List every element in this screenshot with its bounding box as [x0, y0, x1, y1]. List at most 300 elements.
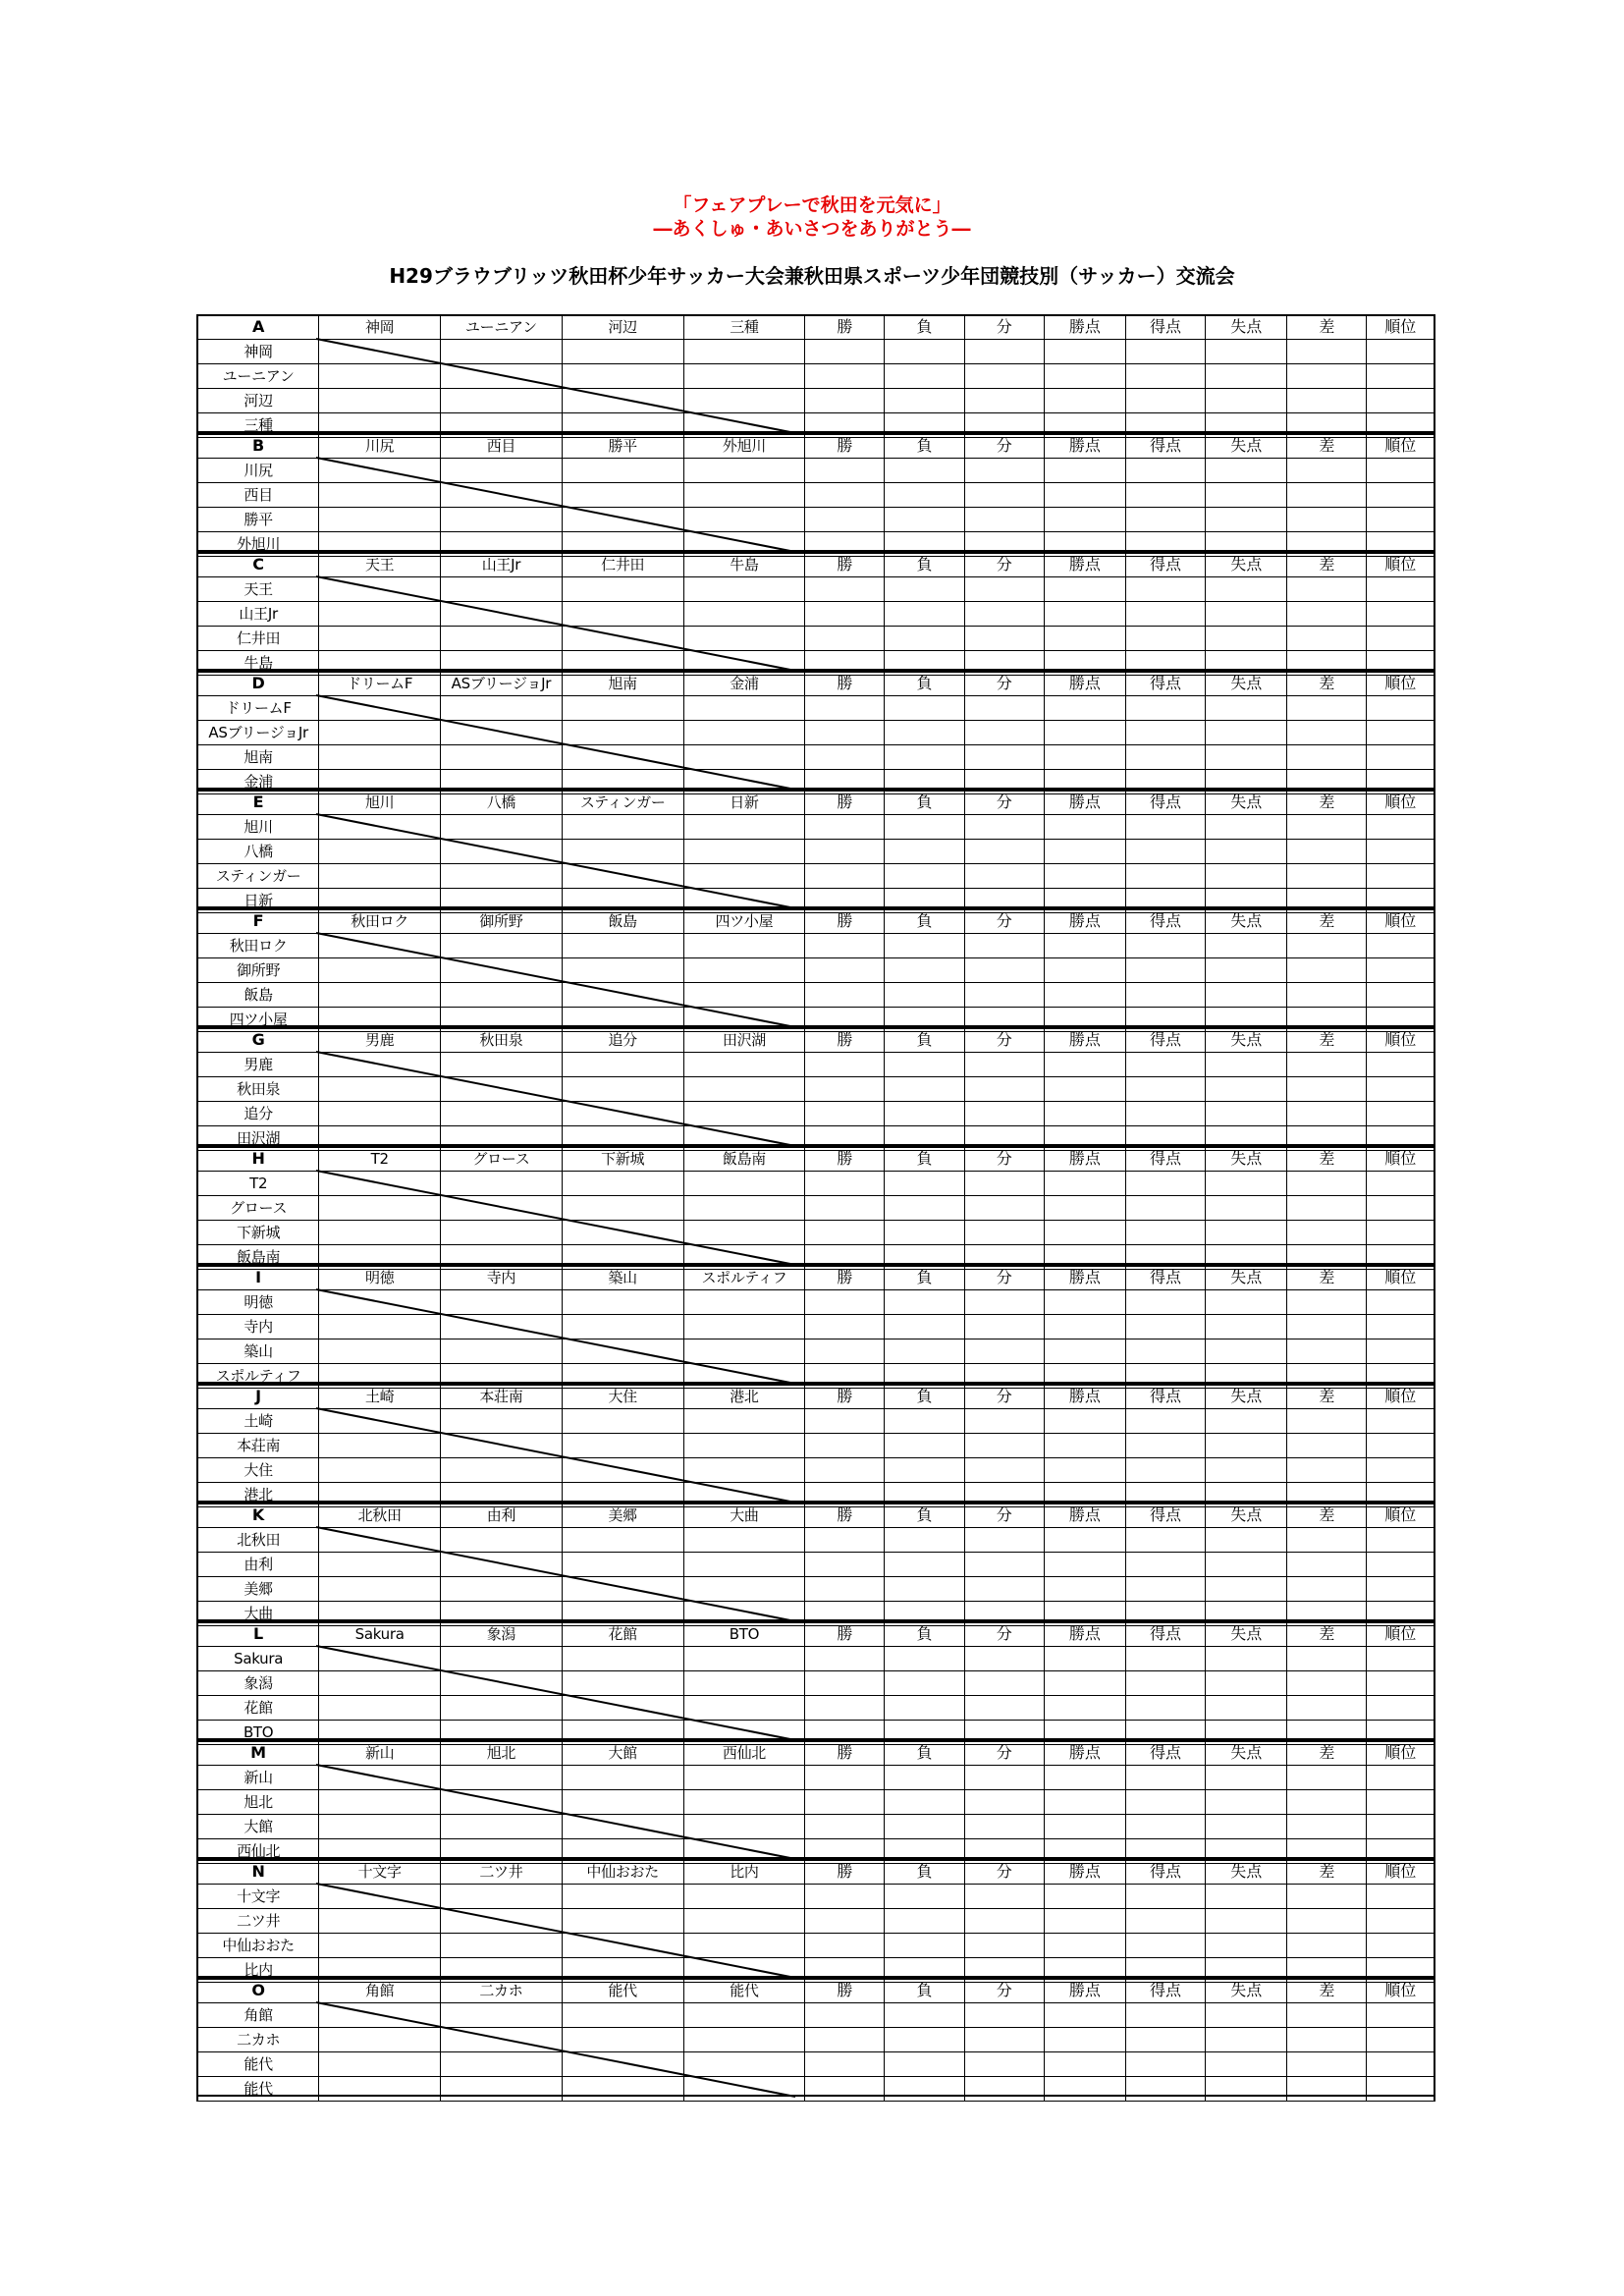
stat-cell: [1287, 1221, 1367, 1245]
stat-cell: [1287, 459, 1367, 483]
stat-cell: [885, 1172, 964, 1196]
stat-header: 順位: [1367, 315, 1435, 340]
stat-header: 順位: [1367, 1503, 1435, 1528]
result-cell: [441, 459, 563, 483]
stat-cell: [885, 364, 964, 389]
stat-header: 差: [1287, 672, 1367, 696]
stat-header: 失点: [1206, 1503, 1287, 1528]
team-name: 二ツ井: [197, 1909, 319, 1934]
stat-cell: [1367, 1815, 1435, 1839]
stat-cell: [1125, 2052, 1205, 2077]
result-cell: [562, 1647, 683, 1671]
stat-header: 勝点: [1044, 1503, 1125, 1528]
result-cell: [683, 483, 805, 508]
stat-cell: [805, 483, 885, 508]
stat-header: 差: [1287, 1028, 1367, 1053]
opponent-header: 金浦: [683, 672, 805, 696]
result-cell: [562, 745, 683, 770]
stat-header: 勝点: [1044, 1028, 1125, 1053]
stat-cell: [1367, 1696, 1435, 1721]
result-cell: [441, 696, 563, 721]
stat-header: 失点: [1206, 1028, 1287, 1053]
result-cell: [441, 1553, 563, 1577]
stat-header: 順位: [1367, 1979, 1435, 2003]
stat-header: 失点: [1206, 1741, 1287, 1766]
result-cell: [562, 1577, 683, 1602]
team-name: 由利: [197, 1553, 319, 1577]
result-cell: [319, 1409, 441, 1434]
result-cell: [319, 1790, 441, 1815]
stat-cell: [1044, 602, 1125, 627]
opponent-header: 旭南: [562, 672, 683, 696]
result-cell: [441, 1528, 563, 1553]
table-row: [197, 745, 1435, 770]
result-cell: [562, 1671, 683, 1696]
stat-cell: [1206, 459, 1287, 483]
table-row: [197, 840, 1435, 864]
result-cell: [683, 340, 805, 364]
stat-cell: [805, 2028, 885, 2052]
result-cell: [683, 2028, 805, 2052]
stat-cell: [1287, 1815, 1367, 1839]
result-cell: [319, 1102, 441, 1126]
stat-cell: [964, 1172, 1044, 1196]
stat-header: 分: [964, 1266, 1044, 1290]
stat-cell: [1287, 958, 1367, 983]
stat-cell: [885, 1409, 964, 1434]
stat-cell: [885, 1339, 964, 1364]
stat-header: 負: [885, 1622, 964, 1647]
result-cell: [441, 389, 563, 413]
stat-cell: [1206, 508, 1287, 532]
stat-header: 負: [885, 1979, 964, 2003]
group-header-row: [197, 1741, 1435, 1766]
stat-header: 順位: [1367, 909, 1435, 934]
team-name: BTO: [197, 1721, 319, 1745]
stat-cell: [805, 577, 885, 602]
result-cell: [319, 1077, 441, 1102]
stat-cell: [805, 1790, 885, 1815]
stat-cell: [1287, 1053, 1367, 1077]
table-row: [197, 1815, 1435, 1839]
stat-cell: [1044, 1815, 1125, 1839]
stat-cell: [1044, 1196, 1125, 1221]
opponent-header: 築山: [562, 1266, 683, 1290]
stat-cell: [805, 602, 885, 627]
stat-cell: [1367, 1577, 1435, 1602]
stat-cell: [1367, 1766, 1435, 1790]
stat-cell: [1044, 508, 1125, 532]
stat-cell: [1367, 983, 1435, 1008]
result-cell: [562, 1339, 683, 1364]
opponent-header: 旭北: [441, 1741, 563, 1766]
group-m-table: [196, 1740, 1435, 1859]
result-cell: [683, 1766, 805, 1790]
stat-header: 失点: [1206, 315, 1287, 340]
group-d-table: [196, 671, 1435, 790]
team-name: 角館: [197, 2003, 319, 2028]
result-cell: [441, 745, 563, 770]
stat-cell: [1206, 745, 1287, 770]
stat-header: 勝: [805, 553, 885, 577]
opponent-header: 象潟: [441, 1622, 563, 1647]
stat-header: 勝: [805, 1622, 885, 1647]
stat-cell: [1287, 934, 1367, 958]
stat-cell: [1125, 1671, 1205, 1696]
stat-cell: [1206, 1696, 1287, 1721]
stat-cell: [805, 1458, 885, 1483]
result-cell: [683, 696, 805, 721]
result-cell: [562, 815, 683, 840]
stat-header: 得点: [1125, 672, 1205, 696]
stat-header: 失点: [1206, 1860, 1287, 1885]
result-cell: [441, 508, 563, 532]
stat-cell: [964, 1221, 1044, 1245]
team-name: 秋田ロク: [197, 934, 319, 958]
table-row: [197, 1671, 1435, 1696]
result-cell: [683, 983, 805, 1008]
result-cell: [441, 1790, 563, 1815]
team-name: 大館: [197, 1815, 319, 1839]
opponent-header: 二カホ: [441, 1979, 563, 2003]
result-cell: [562, 840, 683, 864]
result-cell: [683, 1647, 805, 1671]
stat-cell: [885, 1528, 964, 1553]
stat-cell: [1206, 696, 1287, 721]
stat-cell: [1044, 1766, 1125, 1790]
stat-cell: [1206, 1172, 1287, 1196]
team-name: Sakura: [197, 1647, 319, 1671]
stat-cell: [1287, 1885, 1367, 1909]
result-cell: [683, 1172, 805, 1196]
stat-cell: [805, 1102, 885, 1126]
stat-cell: [1125, 1434, 1205, 1458]
stat-cell: [964, 1577, 1044, 1602]
result-cell: [319, 1934, 441, 1958]
stat-header: 勝点: [1044, 1147, 1125, 1172]
stat-cell: [1125, 721, 1205, 745]
stat-cell: [885, 1885, 964, 1909]
table-row: [197, 1053, 1435, 1077]
opponent-header: 秋田ロク: [319, 909, 441, 934]
stat-cell: [1287, 2003, 1367, 2028]
stat-header: 得点: [1125, 1741, 1205, 1766]
stat-cell: [964, 389, 1044, 413]
opponent-header: 港北: [683, 1385, 805, 1409]
stat-header: 負: [885, 1028, 964, 1053]
stat-cell: [1044, 2052, 1125, 2077]
table-row: [197, 1909, 1435, 1934]
stat-cell: [1044, 864, 1125, 889]
stat-header: 差: [1287, 553, 1367, 577]
result-cell: [319, 1458, 441, 1483]
stat-cell: [1367, 1172, 1435, 1196]
stat-cell: [885, 2028, 964, 2052]
stat-header: 順位: [1367, 434, 1435, 459]
stat-cell: [1044, 934, 1125, 958]
table-row: [197, 1528, 1435, 1553]
stat-cell: [885, 577, 964, 602]
stat-cell: [1287, 1909, 1367, 1934]
stat-cell: [805, 340, 885, 364]
stat-cell: [1367, 2028, 1435, 2052]
stat-header: 負: [885, 909, 964, 934]
stat-cell: [1206, 1647, 1287, 1671]
stat-header: 得点: [1125, 1979, 1205, 2003]
opponent-header: 秋田泉: [441, 1028, 563, 1053]
team-name: 神岡: [197, 340, 319, 364]
stat-cell: [1367, 1315, 1435, 1339]
stat-cell: [1287, 840, 1367, 864]
result-cell: [441, 364, 563, 389]
team-name: 男鹿: [197, 1053, 319, 1077]
stat-cell: [964, 840, 1044, 864]
result-cell: [683, 2077, 805, 2102]
stat-header: 失点: [1206, 1385, 1287, 1409]
stat-header: 差: [1287, 909, 1367, 934]
stat-cell: [805, 1434, 885, 1458]
result-cell: [683, 1934, 805, 1958]
group-id: J: [197, 1385, 319, 1409]
stat-header: 分: [964, 1385, 1044, 1409]
stat-cell: [885, 745, 964, 770]
stat-cell: [805, 1766, 885, 1790]
result-cell: [441, 1647, 563, 1671]
stat-cell: [964, 508, 1044, 532]
stat-cell: [1206, 1077, 1287, 1102]
stat-cell: [1206, 602, 1287, 627]
team-name: 新山: [197, 1766, 319, 1790]
result-cell: [562, 1290, 683, 1315]
stat-cell: [1206, 1790, 1287, 1815]
group-a-table: [196, 314, 1435, 433]
result-cell: [319, 1885, 441, 1909]
group-k-table: [196, 1503, 1435, 1621]
stat-header: 得点: [1125, 315, 1205, 340]
stat-header: 勝点: [1044, 315, 1125, 340]
stat-cell: [1044, 1053, 1125, 1077]
stat-cell: [885, 1221, 964, 1245]
stat-cell: [1287, 577, 1367, 602]
result-cell: [319, 1671, 441, 1696]
group-id: M: [197, 1741, 319, 1766]
team-name: 北秋田: [197, 1528, 319, 1553]
stat-cell: [885, 864, 964, 889]
result-cell: [683, 934, 805, 958]
stat-header: 負: [885, 434, 964, 459]
stat-cell: [1287, 1458, 1367, 1483]
stat-header: 差: [1287, 315, 1367, 340]
team-name: 大曲: [197, 1602, 319, 1626]
table-row: [197, 958, 1435, 983]
opponent-header: 神岡: [319, 315, 441, 340]
stat-cell: [1206, 389, 1287, 413]
stat-cell: [1044, 2077, 1125, 2102]
stat-header: 順位: [1367, 1741, 1435, 1766]
team-name: スポルティフ: [197, 1364, 319, 1389]
group-id: D: [197, 672, 319, 696]
stat-cell: [1367, 1434, 1435, 1458]
stat-cell: [1044, 577, 1125, 602]
table-row: [197, 1434, 1435, 1458]
stat-cell: [1287, 1790, 1367, 1815]
result-cell: [683, 1409, 805, 1434]
stat-cell: [1125, 1815, 1205, 1839]
result-cell: [562, 1766, 683, 1790]
opponent-header: ASブリージョJr: [441, 672, 563, 696]
stat-cell: [1367, 364, 1435, 389]
stat-header: 失点: [1206, 1622, 1287, 1647]
team-name: 土崎: [197, 1409, 319, 1434]
team-name: 比内: [197, 1958, 319, 1983]
opponent-header: グロース: [441, 1147, 563, 1172]
stat-header: 分: [964, 791, 1044, 815]
result-cell: [441, 983, 563, 1008]
stat-cell: [1044, 459, 1125, 483]
stat-cell: [1125, 745, 1205, 770]
stat-header: 勝点: [1044, 1979, 1125, 2003]
stat-cell: [805, 389, 885, 413]
stat-cell: [1044, 1909, 1125, 1934]
team-name: 追分: [197, 1102, 319, 1126]
stat-cell: [1206, 2028, 1287, 2052]
team-name: ユーニアン: [197, 364, 319, 389]
result-cell: [441, 1290, 563, 1315]
group-n-table: [196, 1859, 1435, 1978]
opponent-header: 大住: [562, 1385, 683, 1409]
stat-header: 得点: [1125, 1385, 1205, 1409]
stat-cell: [885, 696, 964, 721]
result-cell: [562, 1696, 683, 1721]
stat-header: 勝: [805, 1979, 885, 2003]
table-row: [197, 508, 1435, 532]
stat-cell: [1125, 1577, 1205, 1602]
result-cell: [441, 815, 563, 840]
team-name: 川尻: [197, 459, 319, 483]
stat-cell: [1367, 1409, 1435, 1434]
result-cell: [683, 815, 805, 840]
stat-cell: [1125, 1315, 1205, 1339]
stat-cell: [1206, 1766, 1287, 1790]
stat-cell: [1367, 864, 1435, 889]
stat-cell: [1367, 721, 1435, 745]
group-header-row: [197, 1503, 1435, 1528]
stat-cell: [1287, 627, 1367, 651]
stat-cell: [1287, 1434, 1367, 1458]
opponent-header: 勝平: [562, 434, 683, 459]
stat-cell: [1367, 483, 1435, 508]
result-cell: [562, 1934, 683, 1958]
stat-cell: [964, 340, 1044, 364]
result-cell: [562, 958, 683, 983]
result-cell: [562, 1221, 683, 1245]
stat-header: 勝: [805, 434, 885, 459]
stat-cell: [1125, 1647, 1205, 1671]
result-cell: [683, 627, 805, 651]
group-header-row: [197, 434, 1435, 459]
stat-cell: [964, 721, 1044, 745]
stat-cell: [964, 1053, 1044, 1077]
team-name: グロース: [197, 1196, 319, 1221]
stat-cell: [1206, 1553, 1287, 1577]
stat-cell: [1287, 1647, 1367, 1671]
opponent-header: 男鹿: [319, 1028, 441, 1053]
stat-cell: [1044, 1790, 1125, 1815]
stat-header: 分: [964, 1622, 1044, 1647]
result-cell: [441, 1196, 563, 1221]
result-cell: [441, 2052, 563, 2077]
group-header-row: [197, 1147, 1435, 1172]
opponent-header: スティンガー: [562, 791, 683, 815]
result-cell: [683, 602, 805, 627]
stat-cell: [964, 958, 1044, 983]
opponent-header: 飯島南: [683, 1147, 805, 1172]
stat-cell: [964, 1934, 1044, 1958]
result-cell: [562, 983, 683, 1008]
table-row: [197, 1339, 1435, 1364]
team-name: T2: [197, 1172, 319, 1196]
stat-cell: [1287, 696, 1367, 721]
stat-cell: [1206, 815, 1287, 840]
stat-cell: [1125, 1221, 1205, 1245]
team-name: 牛島: [197, 651, 319, 676]
result-cell: [441, 1766, 563, 1790]
group-j-table: [196, 1384, 1435, 1503]
stat-cell: [1206, 983, 1287, 1008]
stat-header: 負: [885, 1741, 964, 1766]
stat-cell: [1206, 934, 1287, 958]
stat-cell: [805, 364, 885, 389]
team-name: 能代: [197, 2052, 319, 2077]
group-c-table: [196, 552, 1435, 671]
stat-cell: [1206, 1339, 1287, 1364]
result-cell: [562, 1434, 683, 1458]
stat-cell: [1125, 1339, 1205, 1364]
result-cell: [441, 340, 563, 364]
stat-header: 負: [885, 1147, 964, 1172]
table-row: [197, 1315, 1435, 1339]
stat-header: 負: [885, 553, 964, 577]
opponent-header: 外旭川: [683, 434, 805, 459]
result-cell: [319, 1434, 441, 1458]
stat-cell: [885, 602, 964, 627]
result-cell: [683, 1671, 805, 1696]
result-cell: [562, 934, 683, 958]
opponent-header: 本荘南: [441, 1385, 563, 1409]
stat-cell: [1206, 1815, 1287, 1839]
stat-cell: [964, 2052, 1044, 2077]
result-cell: [319, 1553, 441, 1577]
stat-cell: [1125, 840, 1205, 864]
stat-cell: [1206, 1053, 1287, 1077]
result-cell: [562, 1102, 683, 1126]
stat-cell: [885, 459, 964, 483]
stat-cell: [1206, 2077, 1287, 2102]
stat-cell: [1044, 840, 1125, 864]
stat-cell: [885, 1815, 964, 1839]
stat-header: 得点: [1125, 1503, 1205, 1528]
stat-cell: [805, 958, 885, 983]
group-h-table: [196, 1146, 1435, 1265]
stat-header: 分: [964, 1147, 1044, 1172]
stat-header: 失点: [1206, 1979, 1287, 2003]
group-header-row: [197, 1979, 1435, 2003]
opponent-header: 大曲: [683, 1503, 805, 1528]
stat-header: 分: [964, 1503, 1044, 1528]
result-cell: [683, 1102, 805, 1126]
table-row: [197, 389, 1435, 413]
stat-cell: [1287, 983, 1367, 1008]
